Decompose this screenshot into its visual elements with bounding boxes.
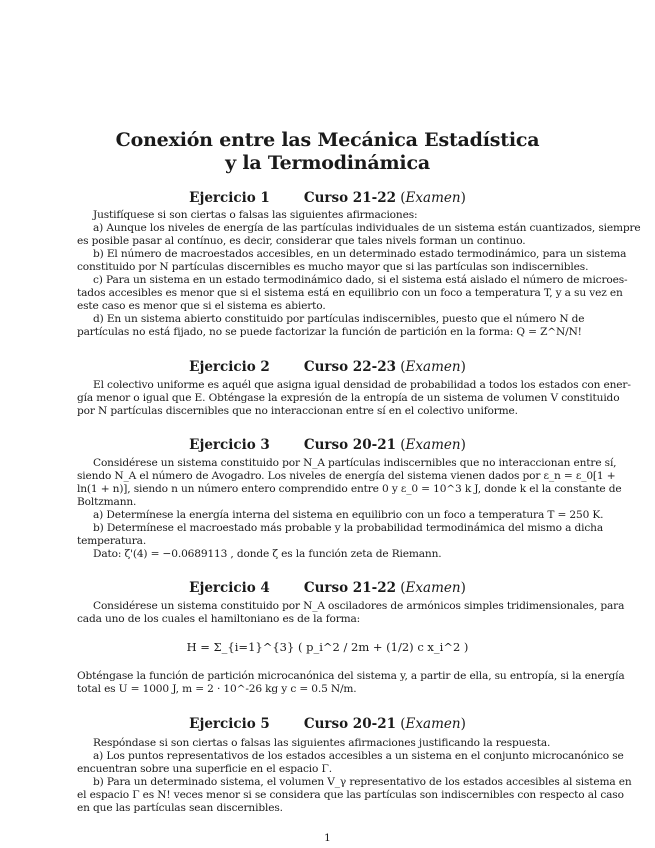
exercise-label: Ejercicio 3 bbox=[189, 437, 270, 453]
exercise-3-line: Dato: ζ'(4) = −0.0689113 , donde ζ es la función zeta de Riemann. bbox=[93, 548, 442, 560]
exercise-1-line: es posible pasar al contínuo, es decir, considerar que tales nivels forman un continuo. bbox=[77, 235, 526, 247]
exercise-3-line: ln(1 + n)], siendo n un número entero comprendido entre 0 y ε_0 = 10^3 k J, donde k el la constante de bbox=[77, 483, 622, 495]
exercise-tag: Examen bbox=[405, 190, 461, 206]
exercise-3-line: Considérese un sistema constituido por N_A partículas indiscernibles que no interaccionan entre sí, bbox=[93, 457, 617, 469]
exercise-1-line: d) En un sistema abierto constituido por partículas indiscernibles, puesto que el número N de bbox=[93, 313, 585, 325]
exercise-4-line: Obténgase la función de partición microcanónica del sistema y, a partir de ella, su entropía, si la energía bbox=[77, 670, 625, 682]
exercise-5-line: Respóndase si son ciertas o falsas las siguientes afirmaciones justificando la respuesta. bbox=[93, 737, 551, 749]
exercise-4-heading: Ejercicio 4 Curso 21-22 (Examen) bbox=[189, 580, 466, 596]
exercise-3-heading: Ejercicio 3 Curso 20-21 (Examen) bbox=[189, 437, 466, 453]
exercise-1-line: partículas no está fijado, no se puede factorizar la función de partición en la forma: Q = Z^N/N! bbox=[77, 326, 582, 338]
hamiltonian-formula bbox=[0, 630, 655, 666]
exercise-tag: Examen bbox=[405, 359, 461, 375]
exercise-1-line: constituido por N partículas discernibles es mucho mayor que si las partículas son indiscernibles. bbox=[77, 261, 589, 273]
exercise-5-line: en que las partículas sean discernibles. bbox=[77, 802, 283, 814]
exercise-1-line: este caso es menor que si el sistema es abierto. bbox=[77, 300, 326, 312]
exercise-3-line: b) Determínese el macroestado más probable y la probabilidad termodinámica del mismo a dicha bbox=[93, 522, 603, 534]
exercise-2-line: gía menor o igual que E. Obténgase la expresión de la entropía de un sistema de volumen V constituido bbox=[77, 392, 620, 404]
exercise-5-line: encuentran sobre una superficie en el espacio Γ. bbox=[77, 763, 332, 775]
exercise-course: Curso 20-21 bbox=[303, 716, 396, 732]
exercise-course: Curso 22-23 bbox=[303, 359, 396, 375]
exercise-3-line: temperatura. bbox=[77, 535, 147, 547]
exercise-5-line: b) Para un determinado sistema, el volumen V_γ representativo de los estados accesibles al sistema en bbox=[93, 776, 632, 788]
exercise-2-line: El colectivo uniforme es aquél que asigna igual densidad de probabilidad a todos los estados con ener- bbox=[93, 379, 631, 391]
exercise-tag: Examen bbox=[405, 437, 461, 453]
exercise-4-line: total es U = 1000 J, m = 2 · 10^-26 kg y c = 0.5 N/m. bbox=[77, 683, 357, 695]
exercise-2-heading: Ejercicio 2 Curso 22-23 (Examen) bbox=[189, 359, 466, 375]
exercise-1-heading: Ejercicio 1 Curso 21-22 (Examen) bbox=[189, 190, 466, 206]
formula-text: H = Σ_{i=1}^{3} ( p_i^2 / 2m + (1/2) c x_i^2 ) bbox=[186, 640, 469, 654]
title-line-2: y la Termodinámica bbox=[225, 152, 430, 174]
exercise-2-line: por N partículas discernibles que no interaccionan entre sí en el colectivo uniforme. bbox=[77, 405, 518, 417]
exercise-3-line: siendo N_A el número de Avogadro. Los niveles de energía del sistema vienen dados por ε_n = ε_0[1 + bbox=[77, 470, 616, 482]
exercise-tag: Examen bbox=[405, 716, 461, 732]
exercise-3-line: a) Determínese la energía interna del sistema en equilibrio con un foco a temperatura T = 250 K. bbox=[93, 509, 604, 521]
exercise-label: Ejercicio 4 bbox=[189, 580, 270, 596]
exercise-4-line: cada uno de los cuales el hamiltoniano es de la forma: bbox=[77, 613, 361, 625]
exercise-1-line: b) El número de macroestados accesibles, en un determinado estado termodinámico, para un sistema bbox=[93, 248, 627, 260]
exercise-5-line: a) Los puntos representativos de los estados accesibles a un sistema en el conjunto microcanónico se bbox=[93, 750, 624, 762]
exercise-3-line: Boltzmann. bbox=[77, 496, 137, 508]
title-line-1: Conexión entre las Mecánica Estadística bbox=[115, 129, 540, 151]
exercise-course: Curso 21-22 bbox=[303, 190, 396, 206]
exercise-5-line: el espacio Γ es N! veces menor si se considera que las partículas son indiscernibles con respecto al caso bbox=[77, 789, 624, 801]
exercise-course: Curso 21-22 bbox=[303, 580, 396, 596]
exercise-label: Ejercicio 5 bbox=[189, 716, 270, 732]
page-number: 1 bbox=[324, 832, 331, 844]
document-title bbox=[0, 129, 655, 175]
exercise-label: Ejercicio 1 bbox=[189, 190, 270, 206]
exercise-5-heading: Ejercicio 5 Curso 20-21 (Examen) bbox=[189, 716, 466, 732]
exercise-1-line: Justifíquese si son ciertas o falsas las siguientes afirmaciones: bbox=[93, 209, 418, 221]
exercise-1-line: c) Para un sistema en un estado termodinámico dado, si el sistema está aislado el número de microes- bbox=[93, 274, 628, 286]
exercise-1-line: tados accesibles es menor que si el sistema está en equilibrio con un foco a temperatura T, y a su vez en bbox=[77, 287, 623, 299]
exercise-tag: Examen bbox=[405, 580, 461, 596]
exercise-label: Ejercicio 2 bbox=[189, 359, 270, 375]
exercise-4-line: Considérese un sistema constituido por N_A osciladores de armónicos simples tridimensionales, para bbox=[93, 600, 625, 612]
exercise-course: Curso 20-21 bbox=[303, 437, 396, 453]
exercise-1-line: a) Aunque los niveles de energía de las partículas individuales de un sistema están cuantizados, siempre bbox=[93, 222, 641, 234]
